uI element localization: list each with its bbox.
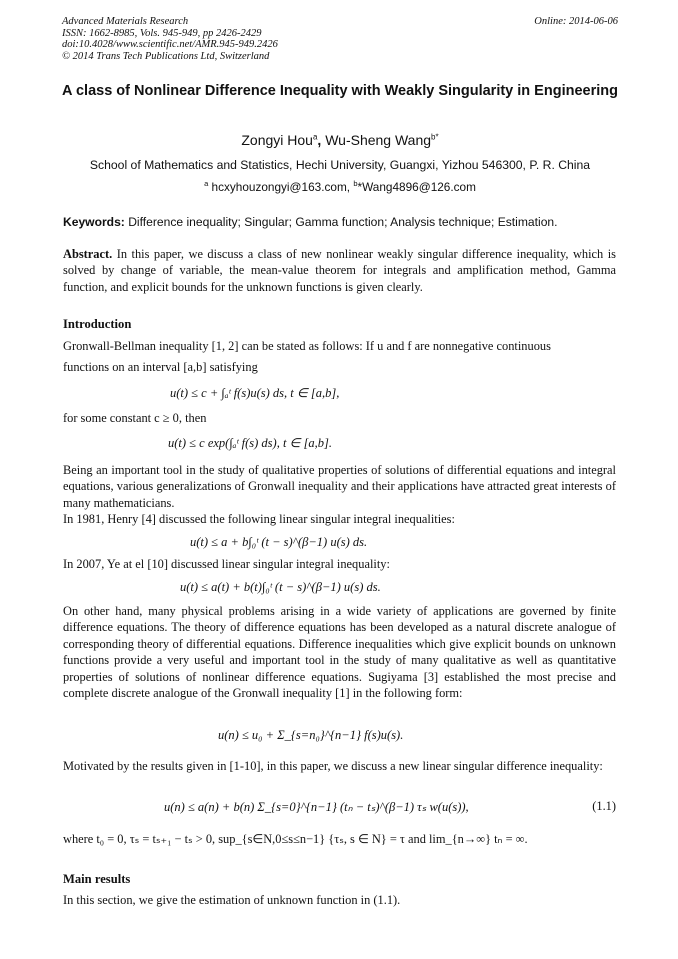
keywords-label: Keywords: [63,215,125,229]
author-sep: , [317,132,326,148]
doi-line: doi:10.4028/www.scientific.net/AMR.945-949.2426 [62,39,278,51]
online-date: Online: 2014-06-06 [534,16,618,27]
intro-p3: Being an important tool in the study of qualitative properties of solutions of differential equations and integral equations, various generalizations of Gronwall inequality and their applications have attracted great interests of many mathematicians. [63,463,616,510]
abstract-label: Abstract. [63,247,113,261]
abstract [63,246,616,295]
keywords-text: Difference inequality; Singular; Gamma function; Analysis technique; Estimation. [124,215,558,229]
intro-p6: On other hand, many physical problems arising in a wide variety of applications are governed by finite difference equations. The theory of difference equations has been developed as a natural discrete analogue of corresponding theory of differential equations. Difference inequalities which give explicit bounds on unknown functions provide a very useful and important tool in the study of many qualitative as well as quantitative properties of solutions of nonlinear difference equations. Sugiyama [3] established the most precise and complete discrete analogue of the Gronwall inequality [1] in the following form: [63,604,616,701]
equation-6-number: (1.1) [592,799,616,813]
equation-3: u(t) ≤ a + b∫₀ᵗ (t − s)^(β−1) u(s) ds. [190,535,368,549]
email-a-sup: a [204,179,209,188]
copyright-line: © 2014 Trans Tech Publications Ltd, Switzerland [62,50,270,62]
keywords [63,215,619,229]
equation-2: u(t) ≤ c exp(∫ₐᵗ f(s) ds), t ∈ [a,b]. [168,436,333,450]
intro-p7: Motivated by the results given in [1-10], in this paper, we discuss a new linear singular difference inequality: [63,759,603,773]
issn-line: ISSN: 1662-8985, Vols. 945-949, pp 2426-2429 [62,27,262,39]
equation-1: u(t) ≤ c + ∫ₐᵗ f(s)u(s) ds, t ∈ [a,b], [170,386,340,400]
author-1-sup: a [312,132,318,142]
email-b: *Wang4896@126.com [357,179,476,194]
main-results-heading: Main results [63,872,131,886]
intro-p2: for some constant c ≥ 0, then [63,411,207,425]
main-p1: In this section, we give the estimation of unknown function in (1.1). [63,893,401,907]
affiliation: School of Mathematics and Statistics, Hechi University, Guangxi, Yizhou 546300, P. R. China [89,158,591,172]
email-line [62,179,618,194]
journal-header [62,16,618,62]
intro-heading: Introduction [63,317,132,331]
author-line [62,132,618,148]
abstract-text: In this paper, we discuss a class of new nonlinear weakly singular difference inequality, which is solved by change of variable, the mean-value theorem for integrals and amplification method, Gamma function, and explicit bounds for the unknown functions is given clearly. [63,247,616,294]
intro-p8: where t₀ = 0, τₛ = tₛ₊₁ − tₛ > 0, sup_{s∈N,0≤s≤n−1} {τₛ, s ∈ N} = τ and lim_{n→∞} tₙ = ∞. [63,832,528,846]
email-b-sup: b [353,179,358,188]
intro-p1: Gronwall-Bellman inequality [1, 2] can be stated as follows: If u and f are nonnegative continuous [63,339,551,353]
intro-p5: In 2007, Ye at el [10] discussed linear singular integral inequality: [63,557,390,571]
intro-p1b: functions on an interval [a,b] satisfying [63,360,258,374]
author-2: Wu-Sheng Wang [325,132,432,148]
author-1: Zongyi Hou [241,132,313,148]
equation-6: u(n) ≤ a(n) + b(n) Σ_{s=0}^{n−1} (tₙ − tₛ)^(β−1) τₛ w(u(s)), [164,800,469,814]
intro-p4: In 1981, Henry [4] discussed the following linear singular integral inequalities: [63,512,455,526]
author-2-sup: b* [431,132,439,142]
equation-4: u(t) ≤ a(t) + b(t)∫₀ᵗ (t − s)^(β−1) u(s) ds. [180,580,381,594]
email-a: hcxyhouzongyi@163.com, [208,179,354,194]
paper-title: A class of Nonlinear Difference Inequality with Weakly Singularity in Engineering [62,83,618,99]
journal-name: Advanced Materials Research [62,16,189,27]
equation-5: u(n) ≤ u₀ + Σ_{s=n₀}^{n−1} f(s)u(s). [218,728,404,742]
